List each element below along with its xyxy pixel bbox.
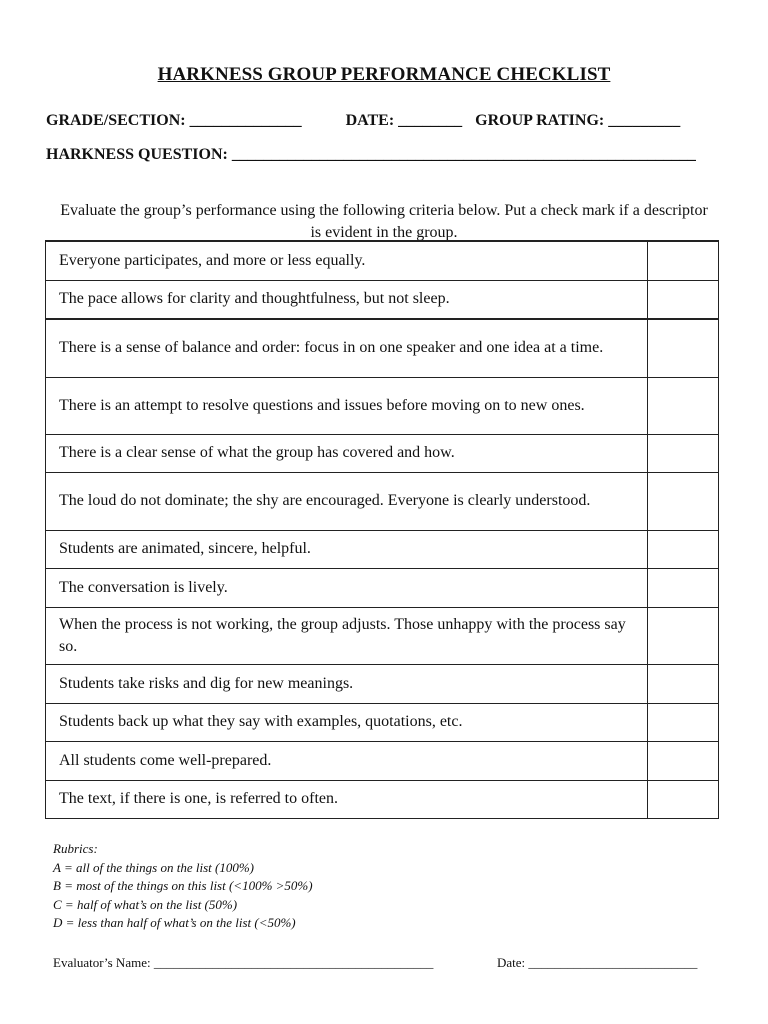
check-box[interactable]: [648, 377, 719, 434]
criteria-row: [46, 780, 719, 818]
check-box[interactable]: [648, 472, 719, 530]
criteria-row: [46, 568, 719, 607]
criteria-text: When the process is not working, the group adjusts. Those unhappy with the process say so.: [46, 607, 648, 664]
evaluator-name-field[interactable]: Evaluator’s Name: ___________________________________________: [53, 955, 434, 970]
rubric-item: B = most of the things on this list (<100% >50%): [53, 878, 313, 893]
criteria-text: The pace allows for clarity and thoughtfulness, but not sleep.: [46, 280, 648, 319]
rubric-item: A = all of the things on the list (100%): [53, 859, 254, 875]
criteria-text: There is an attempt to resolve questions and issues before moving on to new ones.: [46, 377, 648, 434]
criteria-text: The conversation is lively.: [46, 568, 648, 607]
check-box[interactable]: [648, 319, 719, 377]
harkness-question-field[interactable]: HARKNESS QUESTION: __________________________________________________________: [46, 146, 696, 163]
check-box[interactable]: [648, 703, 719, 741]
criteria-table: [45, 240, 719, 819]
criteria-text: Students are animated, sincere, helpful.: [46, 530, 648, 568]
criteria-row: [46, 472, 719, 530]
group-rating-field[interactable]: GROUP RATING: _________: [475, 112, 681, 129]
criteria-text: Students take risks and dig for new meanings.: [46, 664, 648, 703]
rubrics-heading: Rubrics:: [53, 841, 98, 856]
criteria-text: The text, if there is one, is referred to often.: [46, 780, 648, 818]
criteria-text: All students come well-prepared.: [46, 741, 648, 780]
rubrics-section: [53, 840, 313, 933]
criteria-row: [46, 664, 719, 703]
criteria-row: [46, 607, 719, 664]
page-title: HARKNESS GROUP PERFORMANCE CHECKLIST: [157, 64, 611, 85]
check-box[interactable]: [648, 780, 719, 818]
header-fields: [46, 112, 680, 130]
criteria-row: [46, 434, 719, 472]
criteria-row: [46, 319, 719, 377]
check-box[interactable]: [648, 664, 719, 703]
criteria-row: [46, 703, 719, 741]
check-box[interactable]: [648, 434, 719, 472]
rubric-item: C = half of what’s on the list (50%): [53, 896, 238, 912]
check-box[interactable]: [648, 607, 719, 664]
criteria-text: The loud do not dominate; the shy are encouraged. Everyone is clearly understood.: [46, 472, 648, 530]
criteria-text: There is a clear sense of what the group has covered and how.: [46, 434, 648, 472]
instructions-text: Evaluate the group’s performance using the following criteria below. Put a check mark if a descriptor is evident in the group.: [60, 202, 708, 241]
criteria-text: There is a sense of balance and order: focus in on one speaker and one idea at a time.: [46, 319, 648, 377]
harkness-question-row: [46, 146, 696, 164]
criteria-text: Students back up what they say with examples, quotations, etc.: [46, 703, 648, 741]
rubric-item: D = less than half of what’s on the list (<50%): [53, 915, 296, 930]
date-field[interactable]: DATE: ________: [345, 112, 463, 129]
criteria-row: [46, 377, 719, 434]
check-box[interactable]: [648, 568, 719, 607]
criteria-text: Everyone participates, and more or less equally.: [46, 241, 648, 280]
check-box[interactable]: [648, 280, 719, 319]
check-box[interactable]: [648, 241, 719, 280]
grade-section-field[interactable]: GRADE/SECTION: ______________: [46, 112, 302, 129]
criteria-row: [46, 530, 719, 568]
check-box[interactable]: [648, 530, 719, 568]
evaluation-date-field[interactable]: Date: __________________________: [497, 955, 698, 970]
criteria-row: [46, 241, 719, 280]
check-box[interactable]: [648, 741, 719, 780]
criteria-row: [46, 741, 719, 780]
criteria-row: [46, 280, 719, 319]
